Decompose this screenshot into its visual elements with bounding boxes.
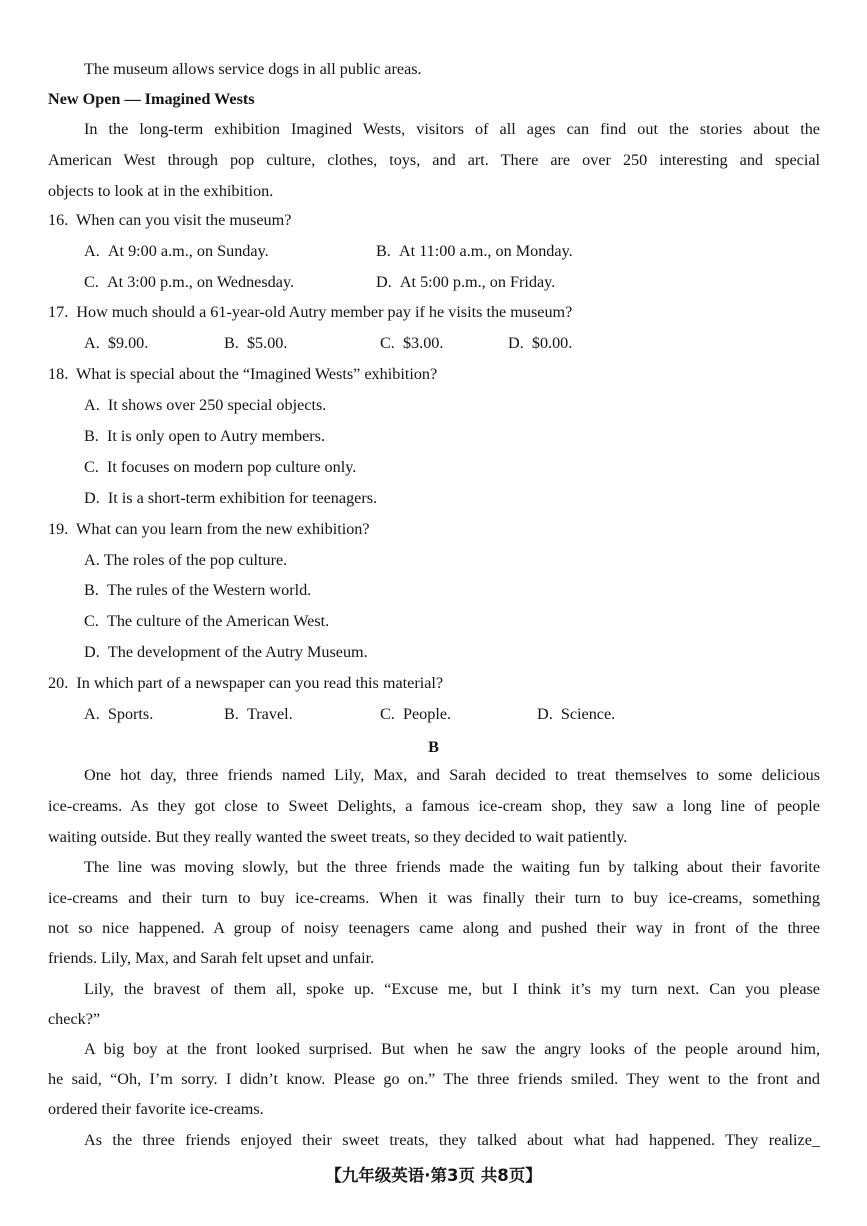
question-text: How much should a 61-year-old Autry member pay if he visits the museum?	[76, 303, 573, 321]
story-line-4: The line was moving slowly, but the three friends made the waiting fun by talking about their favorite	[84, 858, 820, 876]
q19-option-b: B. The rules of the Western world.	[84, 581, 312, 599]
q16-option-a: A. At 9:00 a.m., on Sunday.	[84, 242, 269, 260]
para1-line-2: American West through pop culture, clothes, toys, and art. There are over 250 interesting and special	[48, 151, 820, 169]
section-heading: New Open — Imagined Wests	[48, 90, 255, 108]
story-line-2: ice-creams. As they got close to Sweet Delights, a famous ice-cream shop, they saw a long line of people	[48, 797, 820, 815]
question-number: 17.	[48, 303, 69, 321]
story-line-11: he said, “Oh, I’m sorry. I didn’t know. Please go on.” The three friends smiled. They went to the front and	[48, 1070, 820, 1088]
q16-option-b: B. At 11:00 a.m., on Monday.	[376, 242, 573, 260]
story-line-3: waiting outside. But they really wanted the sweet treats, so they decided to wait patiently.	[48, 828, 628, 846]
story-line-7: friends. Lily, Max, and Sarah felt upset and unfair.	[48, 949, 375, 967]
question-18	[48, 363, 437, 385]
story-line-6: not so nice happened. A group of noisy teenagers came along and pushed their way in front of the three	[48, 919, 820, 937]
q16-option-c: C. At 3:00 p.m., on Wednesday.	[84, 273, 295, 291]
story-line-12: ordered their favorite ice-creams.	[48, 1100, 264, 1118]
story-line-13: As the three friends enjoyed their sweet treats, they talked about what had happened. They realize_	[84, 1131, 820, 1149]
question-text: What is special about the “Imagined Wests” exhibition?	[76, 365, 438, 383]
question-number: 16.	[48, 211, 69, 229]
q18-option-c: C. It focuses on modern pop culture only.	[84, 458, 357, 476]
intro-line: The museum allows service dogs in all public areas.	[84, 60, 422, 78]
q18-option-b: B. It is only open to Autry members.	[84, 427, 326, 445]
para1-line-3: objects to look at in the exhibition.	[48, 182, 274, 200]
story-line-8: Lily, the bravest of them all, spoke up. “Excuse me, but I think it’s my turn next. Can you please	[84, 980, 820, 998]
question-number: 19.	[48, 520, 69, 538]
question-20	[48, 672, 443, 694]
question-text: What can you learn from the new exhibition?	[76, 520, 370, 538]
q19-option-d: D. The development of the Autry Museum.	[84, 643, 368, 661]
question-17	[48, 301, 572, 323]
question-number: 20.	[48, 674, 69, 692]
section-b-title: B	[428, 738, 439, 756]
q18-option-a: A. It shows over 250 special objects.	[84, 396, 327, 414]
q17-option-a: A. $9.00.	[84, 334, 149, 352]
page-footer: 【九年级英语·第3页 共8页】	[325, 1166, 542, 1185]
q17-option-c: C. $3.00.	[380, 334, 444, 352]
q20-option-b: B. Travel.	[224, 705, 293, 723]
q17-option-d: D. $0.00.	[508, 334, 573, 352]
question-text: In which part of a newspaper can you read this material?	[76, 674, 444, 692]
q19-option-a: A. The roles of the pop culture.	[84, 551, 288, 569]
q20-option-d: D. Science.	[537, 705, 616, 723]
q16-option-d: D. At 5:00 p.m., on Friday.	[376, 273, 556, 291]
question-number: 18.	[48, 365, 69, 383]
story-line-9: check?”	[48, 1010, 101, 1028]
question-text: When can you visit the museum?	[76, 211, 292, 229]
q18-option-d: D. It is a short-term exhibition for teenagers.	[84, 489, 378, 507]
q17-option-b: B. $5.00.	[224, 334, 288, 352]
question-19	[48, 518, 370, 540]
story-line-10: A big boy at the front looked surprised. But when he saw the angry looks of the people around him,	[84, 1040, 820, 1058]
para1-line-1: In the long-term exhibition Imagined Wests, visitors of all ages can find out the stories about the	[84, 120, 820, 138]
question-16	[48, 209, 291, 231]
q19-option-c: C. The culture of the American West.	[84, 612, 330, 630]
q20-option-a: A. Sports.	[84, 705, 154, 723]
story-line-5: ice-creams and their turn to buy ice-creams. When it was finally their turn to buy ice-creams, something	[48, 889, 820, 907]
q20-option-c: C. People.	[380, 705, 452, 723]
story-line-1: One hot day, three friends named Lily, Max, and Sarah decided to treat themselves to some delicious	[84, 766, 820, 784]
